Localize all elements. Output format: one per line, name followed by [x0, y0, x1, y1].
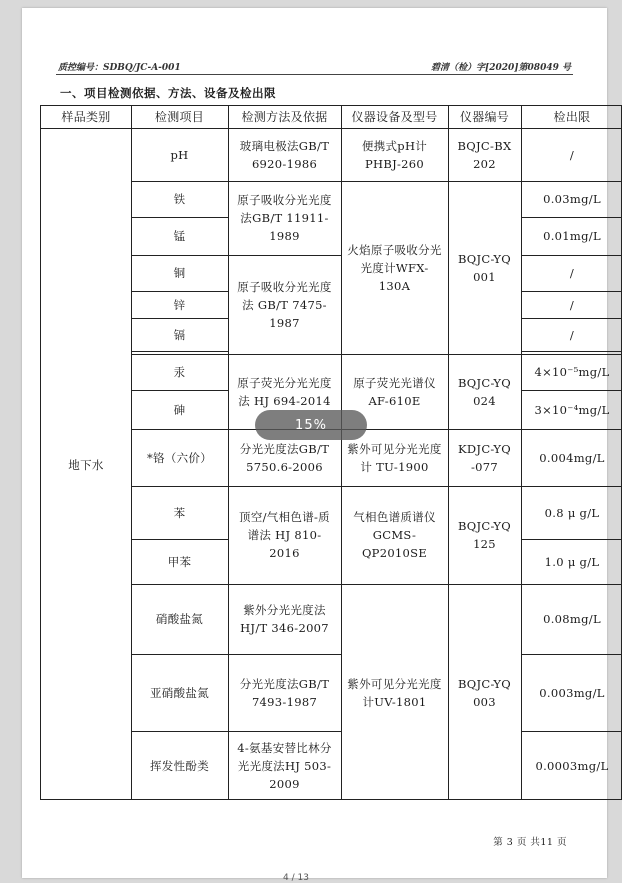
item-zinc: 锌	[173, 297, 186, 312]
header-instrument: 仪器设备及型号	[351, 110, 438, 124]
limit-chromium: 0.004mg/L	[539, 450, 605, 465]
item-manganese: 锰	[173, 229, 186, 243]
table-rule	[521, 351, 621, 352]
header-detection-limit: 检出限	[553, 110, 591, 124]
instrument-id-tu1900: KDJC-YQ -077	[458, 441, 511, 474]
page-indicator: 4 / 13	[283, 873, 309, 883]
section-title: 一、项目检测依据、方法、设备及检出限	[60, 86, 276, 100]
item-nitrite: 亚硝酸盐氮	[150, 685, 209, 700]
header-divider	[56, 74, 573, 75]
item-volatile-phenols: 挥发性酚类	[150, 759, 209, 773]
quality-control-code: 质控编号：SDBQ/JC-A-001	[58, 63, 181, 73]
instrument-afs: 原子荧光光谱仪AF-610E	[353, 375, 436, 408]
limit-cadmium: /	[569, 327, 575, 342]
header-instrument-id: 仪器编号	[459, 110, 510, 124]
item-copper: 铜	[173, 266, 186, 280]
item-benzene: 苯	[173, 505, 186, 520]
instrument-id-ph: BQJC-BX 202	[457, 138, 512, 171]
report-number: 碧清（检）字[2020]第08049 号	[430, 63, 571, 73]
instrument-gcms: 气相色谱质谱仪GCMS-QP2010SE	[353, 510, 436, 560]
method-copper-zinc-cadmium: 原子吸收分光光度法 GB/T 7475-1987	[237, 279, 332, 330]
item-arsenic: 砷	[173, 402, 186, 417]
limit-arsenic: 3×10⁻⁴mg/L	[534, 402, 610, 417]
limit-benzene: 0.8 μ g/L	[544, 505, 600, 520]
limit-volatile-phenols: 0.0003mg/L	[535, 759, 609, 773]
item-nitrate: 硝酸盐氮	[155, 612, 204, 626]
method-volatile-phenols: 4-氨基安替比林分光光度法HJ 503-2009	[237, 741, 332, 791]
item-chromium: *铬（六价）	[146, 450, 213, 465]
method-benzene-toluene: 顶空/气相色谱-质谱法 HJ 810-2016	[239, 510, 330, 560]
limit-mercury: 4×10⁻⁵mg/L	[534, 365, 610, 379]
limit-iron: 0.03mg/L	[543, 192, 601, 206]
method-nitrate: 紫外分光光度法HJ/T 346-2007	[240, 603, 329, 635]
item-iron: 铁	[173, 192, 186, 206]
instrument-id-uv1801: BQJC-YQ 003	[457, 676, 512, 709]
instrument-flame-aas: 火焰原子吸收分光光度计WFX-130A	[347, 242, 442, 293]
header-method: 检测方法及依据	[241, 110, 328, 124]
method-iron-manganese: 原子吸收分光光度法GB/T 11911-1989	[237, 193, 332, 243]
limit-toluene: 1.0 μ g/L	[544, 554, 600, 569]
instrument-uv-vis-tu1900: 紫外可见分光光度计 TU-1900	[347, 441, 442, 474]
method-nitrite: 分光光度法GB/T 7493-1987	[239, 676, 330, 709]
detection-table	[40, 105, 622, 800]
item-cadmium: 镉	[173, 327, 186, 342]
method-ph: 玻璃电极法GB/T 6920-1986	[239, 138, 330, 171]
limit-nitrite: 0.003mg/L	[539, 685, 605, 700]
method-chromium: 分光光度法GB/T 5750.6-2006	[239, 441, 330, 474]
instrument-ph-meter: 便携式pH计PHBJ-260	[361, 138, 428, 171]
item-ph: pH	[170, 147, 189, 162]
method-mercury-arsenic: 原子荧光分光光度法 HJ 694-2014	[237, 375, 332, 408]
limit-ph: /	[569, 147, 575, 162]
item-mercury: 汞	[173, 365, 186, 379]
table-rule	[131, 351, 228, 352]
document-page	[22, 8, 610, 878]
limit-zinc: /	[569, 297, 575, 312]
zoom-indicator[interactable]: 15%	[255, 410, 367, 440]
limit-copper: /	[569, 266, 575, 280]
page-footer: 第 3 页 共11 页	[493, 837, 567, 848]
item-toluene: 甲苯	[167, 554, 192, 569]
instrument-id-gcms: BQJC-YQ 125	[457, 519, 512, 551]
limit-nitrate: 0.08mg/L	[543, 612, 601, 626]
instrument-id-aas: BQJC-YQ 001	[457, 251, 512, 284]
limit-manganese: 0.01mg/L	[543, 229, 601, 243]
sample-category: 地下水	[68, 457, 104, 472]
header-item: 检测项目	[154, 110, 205, 124]
instrument-uv-vis-uv1801: 紫外可见分光光度计UV-1801	[347, 676, 442, 709]
instrument-id-afs: BQJC-YQ 024	[457, 375, 512, 408]
header-sample-category: 样品类别	[61, 110, 111, 124]
